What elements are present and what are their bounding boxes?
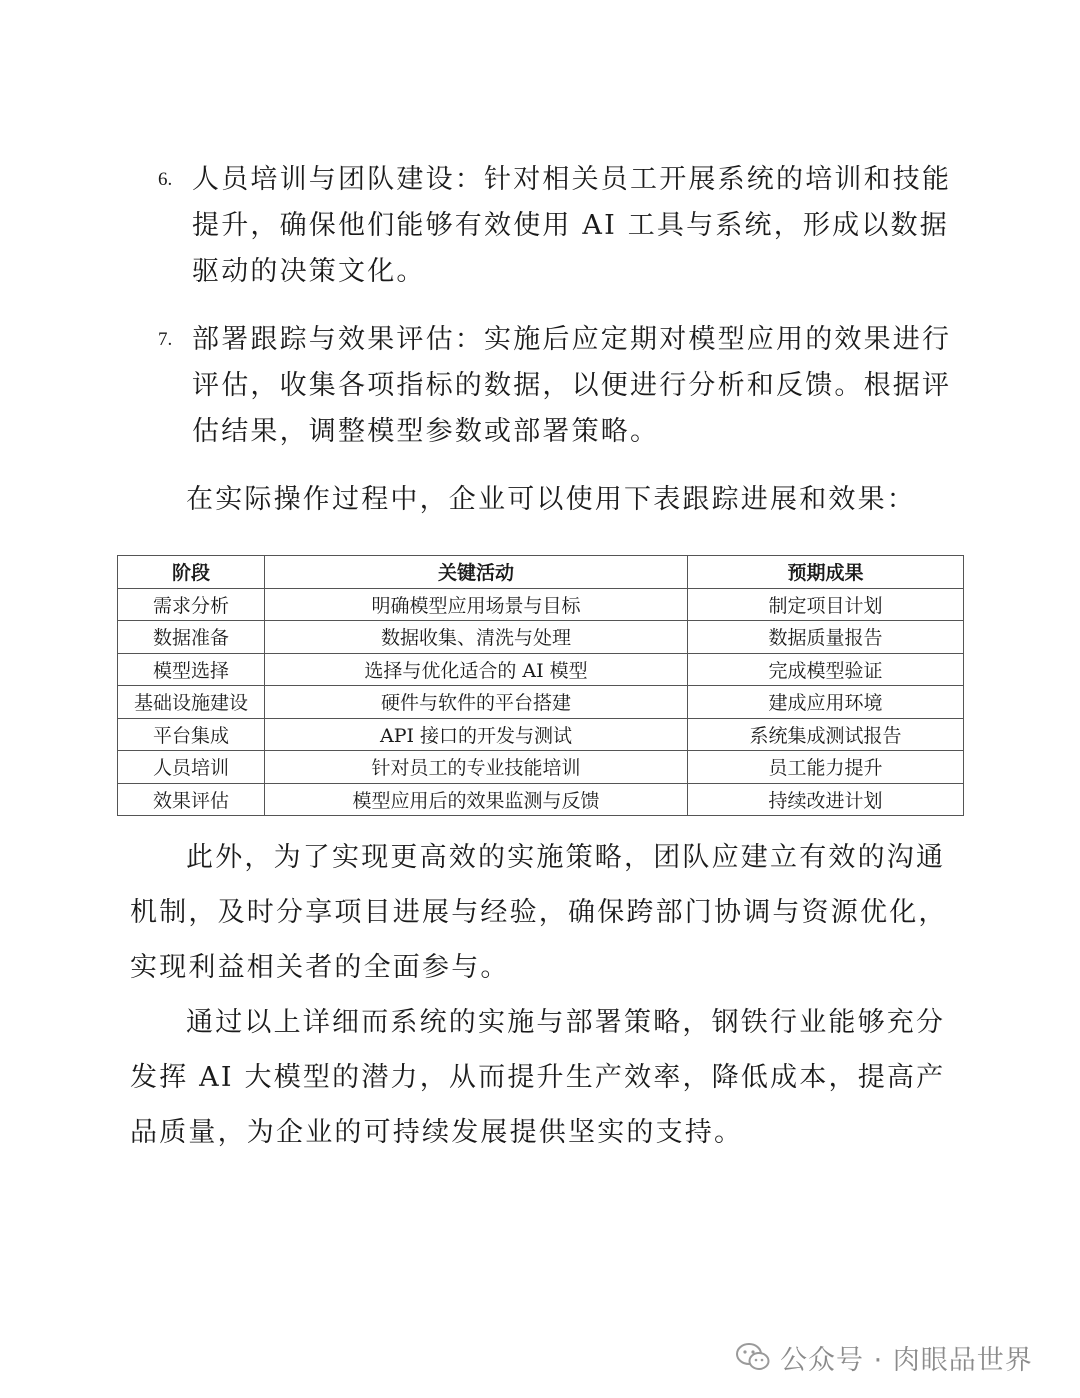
body-paragraph-conclusion: 通过以上详细而系统的实施与部署策略，钢铁行业能够充分发挥 AI 大模型的潜力，从而提升生产效率，降低成本，提高产品质量，为企业的可持续发展提供坚实的支持。 [130, 1007, 946, 1148]
progress-table [117, 555, 963, 816]
table-cell: 系统集成测试报告 [688, 718, 964, 751]
table-cell: 模型选择 [118, 653, 265, 686]
table-cell: 需求分析 [118, 588, 265, 621]
list-number: 6. [158, 169, 173, 190]
table-cell: 数据质量报告 [688, 621, 964, 654]
table-cell: 数据准备 [118, 621, 265, 654]
table-row [118, 718, 964, 751]
list-item-text: 部署跟踪与效果评估：实施后应定期对模型应用的效果进行评估，收集各项指标的数据，以便进行分析和反馈。根据评估结果，调整模型参数或部署策略。 [192, 324, 952, 447]
body-paragraph-communication: 此外，为了实现更高效的实施策略，团队应建立有效的沟通机制，及时分享项目进展与经验，确保跨部门协调与资源优化，实现利益相关者的全面参与。 [130, 842, 948, 983]
table-cell: 数据收集、清洗与处理 [265, 621, 688, 654]
intro-paragraph: 在实际操作过程中，企业可以使用下表跟踪进展和效果： [186, 484, 916, 515]
list-item-text: 人员培训与团队建设：针对相关员工开展系统的培训和技能提升，确保他们能够有效使用 AI 工具与系统，形成以数据驱动的决策文化。 [192, 164, 952, 287]
wechat-icon [736, 1342, 770, 1372]
table-cell: API 接口的开发与测试 [265, 718, 688, 751]
table-cell: 模型应用后的效果监测与反馈 [265, 783, 688, 816]
table-cell: 明确模型应用场景与目标 [265, 588, 688, 621]
header-stage: 阶段 [118, 556, 265, 589]
table-cell: 选择与优化适合的 AI 模型 [265, 653, 688, 686]
table-cell: 基础设施建设 [118, 686, 265, 719]
table-cell: 针对员工的专业技能培训 [265, 751, 688, 784]
table-row [118, 686, 964, 719]
table-cell: 完成模型验证 [688, 653, 964, 686]
table-cell: 平台集成 [118, 718, 265, 751]
table-row [118, 653, 964, 686]
wechat-account-label: 公众号 · 肉眼品世界 [780, 1344, 1033, 1376]
table-cell: 持续改进计划 [688, 783, 964, 816]
table-cell: 建成应用环境 [688, 686, 964, 719]
header-key-activity: 关键活动 [265, 556, 688, 589]
table-row [118, 621, 964, 654]
table-header-row [118, 556, 964, 589]
table-row [118, 751, 964, 784]
table-row [118, 588, 964, 621]
table-cell: 效果评估 [118, 783, 265, 816]
table-cell: 制定项目计划 [688, 588, 964, 621]
table-row [118, 783, 964, 816]
table-cell: 员工能力提升 [688, 751, 964, 784]
wechat-account-watermark [736, 1337, 1033, 1377]
table-cell: 人员培训 [118, 751, 265, 784]
list-number: 7. [158, 329, 173, 350]
table-cell: 硬件与软件的平台搭建 [265, 686, 688, 719]
header-expected-result: 预期成果 [688, 556, 964, 589]
